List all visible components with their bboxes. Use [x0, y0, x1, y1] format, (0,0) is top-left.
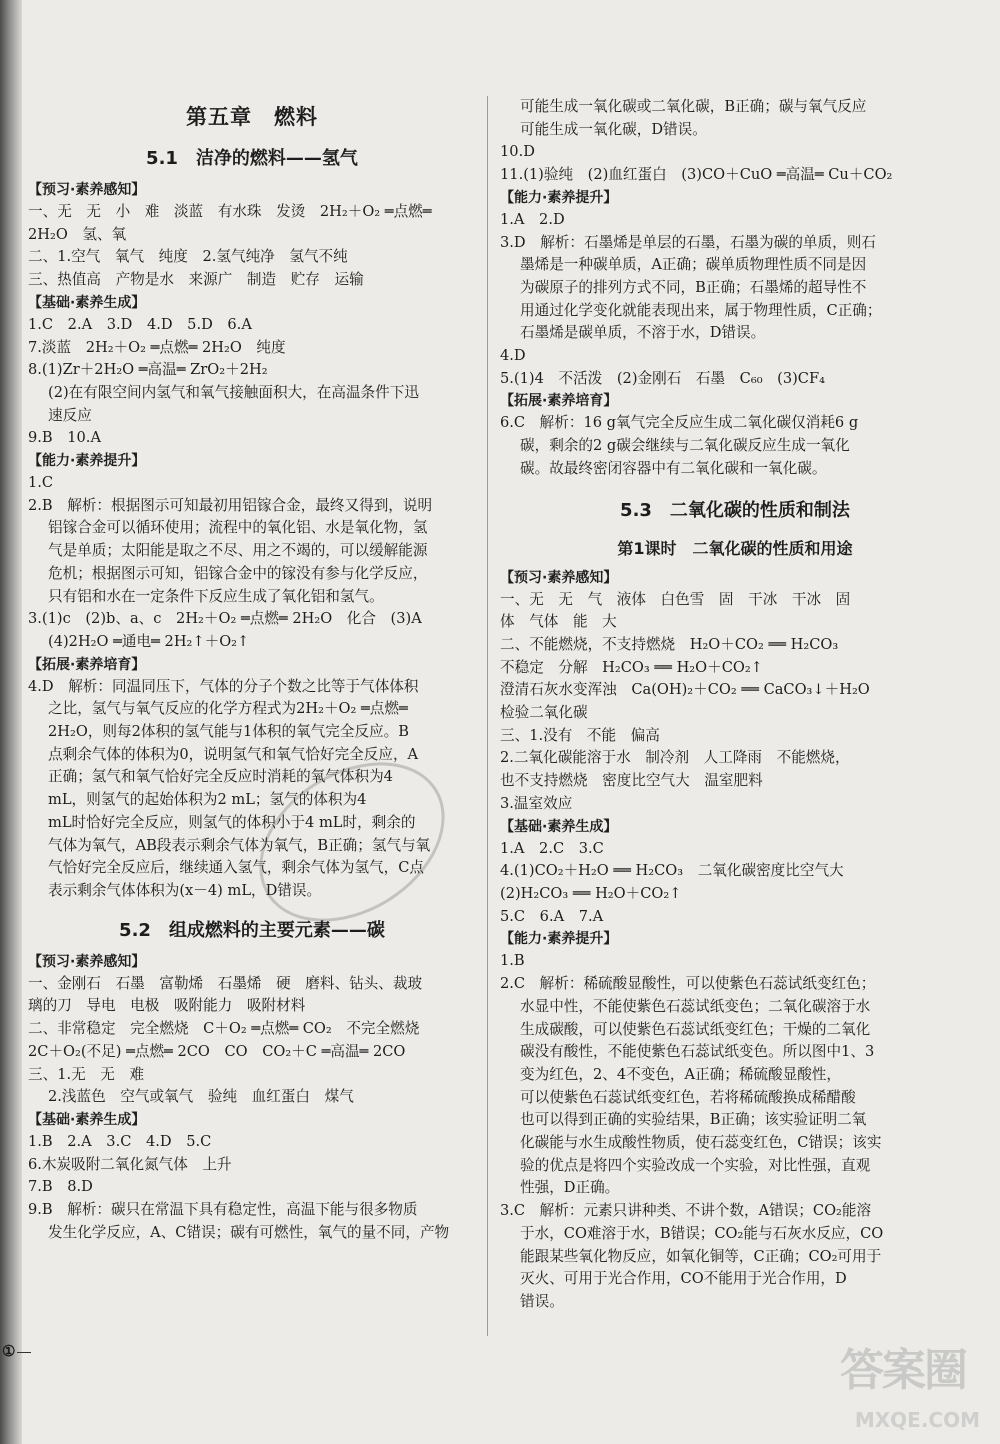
answer-line: 二、1.空气 氧气 纯度 2.氢气纯净 氢气不纯 [28, 248, 348, 266]
answer-line: 生成碳酸，可以使紫色石蕊试纸变红色；干燥的二氧化 [520, 1020, 871, 1038]
answer-line: 可以使紫色石蕊试纸变红色，若将稀硫酸换成稀醋酸 [520, 1088, 856, 1106]
answer-line: 能跟某些氧化物反应，如氧化铜等，C正确；CO₂可用于 [520, 1247, 882, 1265]
answer-line: 也可以得到正确的实验结果，B正确；该实验证明二氧 [520, 1111, 867, 1129]
section-header: 【预习·素养感知】 [28, 182, 146, 198]
answer-line: 6.C 解析：16 g氧气完全反应生成二氧化碳仅消耗6 g [500, 414, 859, 432]
answer-line: mL，则氢气的起始体积为2 mL；氢气的体积为4 [48, 791, 367, 809]
answer-line: 7.B 8.D [28, 1178, 93, 1196]
section-header: 【基础·素养生成】 [28, 294, 146, 311]
answer-line: 石墨烯是碳单质，不溶于水，D错误。 [520, 324, 766, 342]
section-header: 【能力·素养提升】 [500, 189, 618, 206]
answer-line: 2H₂O 氢、氧 [28, 225, 127, 243]
right-answers-5-2-cont [500, 96, 970, 481]
answer-line: 2H₂O，则每2体积的氢气能与1体积的氧气完全反应。B [48, 723, 409, 741]
answer-line: 3.C 解析：元素只讲种类、不讲个数，A错误；CO₂能溶 [500, 1202, 872, 1220]
answer-line: (2)H₂CO₃ ══ H₂O＋CO₂↑ [500, 884, 682, 902]
answer-line: 9.B 10.A [28, 429, 101, 447]
answer-line: 1.A 2.D [500, 210, 565, 228]
answer-line: 10.D [500, 143, 535, 161]
answer-line: 验的优点是将四个实验改成一个实验，对比性强，直观 [520, 1156, 871, 1174]
answer-line: 1.C [28, 474, 54, 492]
answer-line: 速反应 [48, 406, 92, 424]
answer-line: 碳，剩余的2 g碳会继续与二氧化碳反应生成一氧化 [520, 437, 850, 455]
answer-line: 2.二氧化碳能溶于水 制冷剂 人工降雨 不能燃烧， [500, 749, 850, 767]
answer-line: 点剩余气体的体积为0，说明氢气和氧气恰好完全反应，A [48, 745, 419, 763]
answer-line: 三、热值高 产物是水 来源广 制造 贮存 运输 [28, 271, 364, 289]
watermark-logo: 答案圈 [840, 1345, 966, 1396]
answer-line: 二、不能燃烧，不支持燃烧 H₂O＋CO₂ ══ H₂CO₃ [500, 635, 839, 653]
answer-line: 二、非常稳定 完全燃烧 C＋O₂ ═点燃═ CO₂ 不完全燃烧 [28, 1020, 420, 1038]
right-column [500, 96, 970, 1314]
answer-line: 不稳定 分解 H₂CO₃ ══ H₂O＋CO₂↑ [500, 658, 763, 676]
answer-line: 7.淡蓝 2H₂＋O₂ ═点燃═ 2H₂O 纯度 [28, 338, 286, 356]
section-header: 【基础·素养生成】 [500, 818, 618, 835]
answer-line: 灭火、可用于光合作用，CO不能用于光合作用，D [520, 1270, 847, 1288]
answer-line: 正确；氢气和氧气恰好完全反应时消耗的氧气体积为4 [48, 768, 393, 786]
answer-line: 2.浅蓝色 空气或氧气 验纯 血红蛋白 煤气 [48, 1088, 354, 1106]
right-answers-5-3 [500, 567, 970, 1314]
answer-line: 一、无 无 气 液体 白色雪 固 干冰 干冰 固 [500, 590, 851, 608]
answer-line: 9.B 解析：碳只在常温下具有稳定性，高温下能与很多物质 [28, 1201, 418, 1219]
answer-line: 4.D [500, 347, 526, 365]
answer-line: 也不支持燃烧 密度比空气大 温室肥料 [500, 772, 763, 790]
section-header: 【预习·素养感知】 [500, 569, 618, 586]
answer-line: 变为红色，2、4不变色，A正确；稀硫酸显酸性， [520, 1065, 841, 1083]
answer-line: 碳。故最终密闭容器中有二氧化碳和一氧化碳。 [520, 459, 827, 477]
answer-line: 检验二氧化碳 [500, 704, 588, 722]
answer-line: 错误。 [520, 1292, 564, 1310]
answer-line: 1.C 2.A 3.D 4.D 5.D 6.A [28, 315, 252, 333]
answer-line: 墨烯是一种碳单质，A正确；碳单质物理性质不同是因 [520, 256, 867, 274]
answer-line: 三、1.没有 不能 偏高 [500, 726, 660, 744]
answer-line: 2.C 解析：稀硫酸显酸性，可以使紫色石蕊试纸变红色； [500, 975, 876, 993]
answer-line: 水显中性，不能使紫色石蕊试纸变色；二氧化碳溶于水 [520, 997, 871, 1015]
answer-line: 一、金刚石 石墨 富勒烯 石墨烯 硬 磨料、钻头、裁玻 [28, 974, 423, 992]
page-number: ① [2, 1342, 31, 1360]
answer-line: 为碳原子的排列方式不同，B正确；石墨烯的超导性不 [520, 278, 867, 296]
answer-line: 体 气体 能 大 [500, 613, 617, 631]
answer-line: 碳没有酸性，不能使紫色石蕊试纸变色。所以图中1、3 [520, 1043, 875, 1061]
answer-line: (2)在有限空间内氢气和氧气接触面积大，在高温条件下迅 [48, 383, 419, 401]
answer-line: 6.木炭吸附二氧化氮气体 上升 [28, 1155, 232, 1173]
answer-line: 发生化学反应，A、C错误；碳有可燃性，氧气的量不同，产物 [48, 1223, 450, 1241]
answer-line: 三、1.无 无 难 [28, 1065, 145, 1083]
answer-line: 璃的刀 导电 电极 吸附能力 吸附材料 [28, 997, 306, 1015]
column-divider [487, 96, 488, 1336]
left-answers-5-2 [28, 951, 476, 1245]
site-watermark [830, 1326, 980, 1436]
answer-line: 2C＋O₂(不足) ═点燃═ 2CO CO CO₂＋C ═高温═ 2CO [28, 1042, 406, 1060]
section-header: 【基础·素养生成】 [28, 1111, 146, 1128]
answer-line: 危机；根据图示可知，铝镓合金中的镓没有参与化学反应， [48, 564, 428, 582]
answer-line: 11.(1)验纯 (2)血红蛋白 (3)CO＋CuO ═高温═ Cu＋CO₂ [500, 166, 893, 184]
left-column [28, 95, 476, 1244]
answer-line: mL时恰好完全反应，则氢气的体积小于4 mL时，剩余的 [48, 813, 416, 831]
answer-line: 1.B 2.A 3.C 4.D 5.C [28, 1132, 212, 1150]
answer-line: 5.C 6.A 7.A [500, 907, 604, 925]
answer-line: 可能生成一氧化碳，D错误。 [520, 120, 707, 138]
answer-line: 可能生成一氧化碳或二氧化碳，B正确；碳与氧气反应 [520, 98, 867, 115]
answer-line: 之比，氢气与氧气反应的化学方程式为2H₂＋O₂ ═点燃═ [48, 700, 408, 718]
answer-line: 气体为氧气，AB段表示剩余气体为氧气，B正确；氢气与氧 [48, 836, 431, 854]
answer-line: 1.A 2.C 3.C [500, 839, 604, 857]
answer-line: 只有铝和水在一定条件下反应生成了氧化铝和氢气。 [48, 587, 384, 605]
answer-line: 于水，CO难溶于水，B错误；CO₂能与石灰水反应，CO [520, 1224, 884, 1242]
answer-line: 8.(1)Zr＋2H₂O ═高温═ ZrO₂＋2H₂ [28, 361, 268, 379]
answer-line: 4.(1)CO₂＋H₂O ══ H₂CO₃ 二氧化碳密度比空气大 [500, 862, 844, 880]
section-title-5-2: 5.2 组成燃料的主要元素——碳 [119, 919, 385, 941]
answer-line: 4.D 解析：同温同压下，气体的分子个数之比等于气体体积 [28, 677, 419, 695]
book-spine [0, 0, 22, 1444]
answer-line: 气是单质；太阳能是取之不尽、用之不竭的，可以缓解能源 [48, 542, 428, 560]
answer-line: 表示剩余气体体积为(x－4) mL，D错误。 [48, 881, 322, 899]
answer-line: 一、无 无 小 难 淡蓝 有水珠 发烫 2H₂＋O₂ ═点燃═ [28, 203, 432, 220]
answer-line: 1.B [500, 952, 525, 970]
section-header: 【拓展·素养培育】 [28, 656, 146, 673]
answer-line: 化碳能与水生成酸性物质，使石蕊变红色，C错误；该实 [520, 1134, 882, 1152]
answer-line: 铝镓合金可以循环使用；流程中的氧化铝、水是氧化物，氢 [48, 519, 428, 537]
section-header: 【拓展·素养培育】 [500, 393, 618, 410]
answer-line: 气恰好完全反应后，继续通入氢气，剩余气体为氢气，C点 [48, 859, 425, 877]
answer-line: 2.B 解析：根据图示可知最初用铝镓合金，最终又得到，说明 [28, 496, 433, 514]
section-title-5-1: 5.1 洁净的燃料——氢气 [146, 148, 358, 169]
section-header: 【预习·素养感知】 [28, 953, 146, 970]
answer-line: 5.(1)4 不活泼 (2)金刚石 石墨 C₆₀ (3)CF₄ [500, 369, 825, 387]
chapter-title: 第五章 燃料 [186, 105, 318, 129]
answer-line: 用通过化学变化就能表现出来，属于物理性质，C正确； [520, 301, 882, 319]
answer-line: 3.(1)c (2)b、a、c 2H₂＋O₂ ═点燃═ 2H₂O 化合 (3)A [28, 610, 422, 628]
answer-line: 性强，D正确。 [520, 1179, 620, 1197]
lesson-title: 第1课时 二氧化碳的性质和用途 [617, 538, 853, 558]
section-title-5-3: 5.3 二氧化碳的性质和制法 [620, 499, 850, 521]
answer-line: 3.温室效应 [500, 794, 573, 812]
answer-line: (4)2H₂O ═通电═ 2H₂↑＋O₂↑ [48, 632, 250, 650]
watermark-url: MXQE.COM [854, 1408, 980, 1432]
answer-line: 3.D 解析：石墨烯是单层的石墨，石墨为碳的单质，则石 [500, 233, 876, 251]
answer-line: 澄清石灰水变浑浊 Ca(OH)₂＋CO₂ ══ CaCO₃↓＋H₂O [500, 681, 870, 699]
section-header: 【能力·素养提升】 [28, 453, 146, 470]
section-header: 【能力·素养提升】 [500, 931, 618, 948]
